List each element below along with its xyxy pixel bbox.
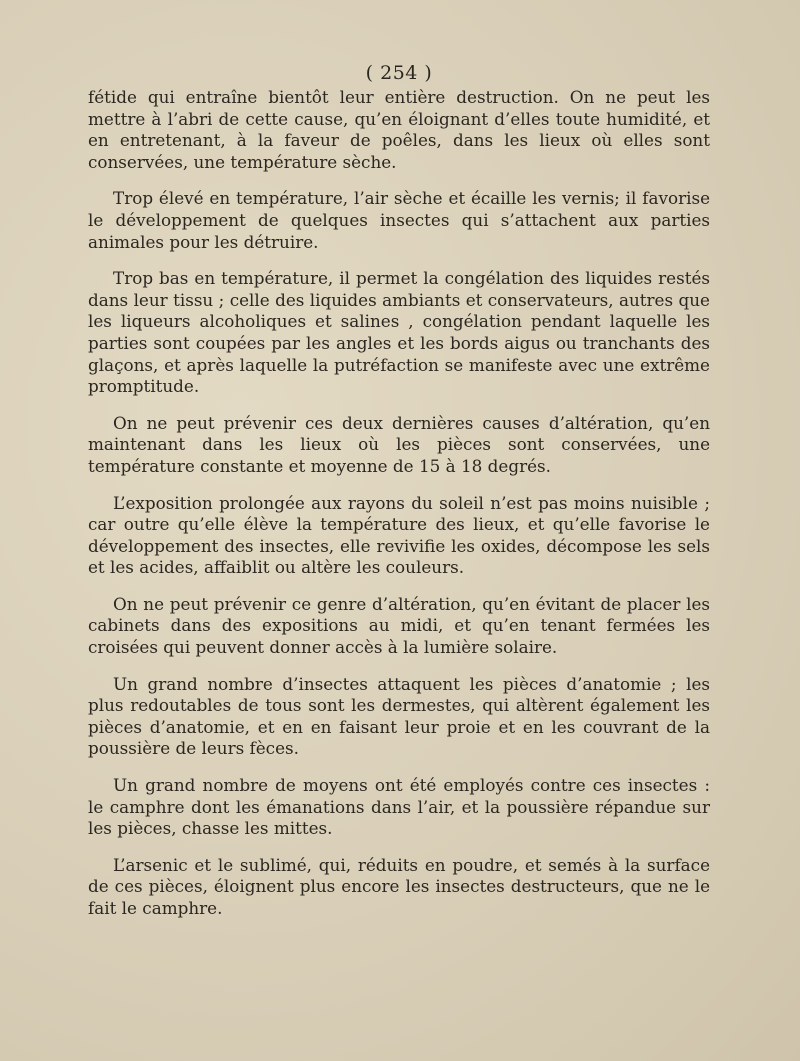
paragraph-4: On ne peut prévenir ces deux dernières causes d’altération, qu’en maintenant dans les lieux où les pièces sont conservées, une température constante et moyenne de 15 à 18 degrés.	[88, 412, 710, 476]
paragraph-6: On ne peut prévenir ce genre d’altération, qu’en évitant de placer les cabinets dans des expositions au midi, et qu’en tenant fermées les croisées qui peuvent donner accès à la lumière solaire.	[88, 593, 710, 658]
paragraph-5: L’exposition prolongée aux rayons du soleil n’est pas moins nuisible ; car outre qu’elle élève la température des lieux, et qu’elle favorise le développement des insectes, elle revivifie les oxides, décompose les sels et les acides, affaiblit ou altère les couleurs.	[88, 492, 710, 578]
paragraph-2: Trop élevé en température, l’air sèche et écaille les vernis; il favorise le développement de quelques insectes qui s’attachent aux parties animales pour les détruire.	[88, 188, 710, 252]
page-number: ( 254 )	[365, 62, 433, 84]
paragraph-9: L’arsenic et le sublimé, qui, réduits en poudre, et semés à la surface de ces pièces, éloignent plus encore les insectes destructeurs, que ne le fait le camphre.	[88, 854, 710, 918]
paragraph-8: Un grand nombre de moyens ont été employés contre ces insectes : le camphre dont les émanations dans l’air, et la poussière répandue sur les pièces, chasse les mittes.	[88, 775, 710, 839]
paragraph-3: Trop bas en température, il permet la congélation des liquides restés dans leur tissu ; celle des liquides ambiants et conservateurs, autres que les liqueurs alcoholiques et salines , congélation pendant laquelle les parties sont coupées par les angles et les bords aigus ou tranchants des glaçons, et après laquelle la putréfaction se manifeste avec une extrême promptitude.	[88, 268, 710, 397]
paragraph-7: Un grand nombre d’insectes attaquent les pièces d’anatomie ; les plus redoutables de tous sont les dermestes, qui altèrent également les pièces d’anatomie, et en en faisant leur proie et en les couvrant de la poussière de leurs fèces.	[88, 673, 710, 759]
book-page	[88, 62, 710, 935]
paragraph-1: fétide qui entraîne bientôt leur entière destruction. On ne peut les mettre à l’abri de cette cause, qu’en éloignant d’elles toute humidité, et en entretenant, à la faveur de poêles, dans les lieux où elles sont conservées, une température sèche.	[88, 87, 710, 172]
